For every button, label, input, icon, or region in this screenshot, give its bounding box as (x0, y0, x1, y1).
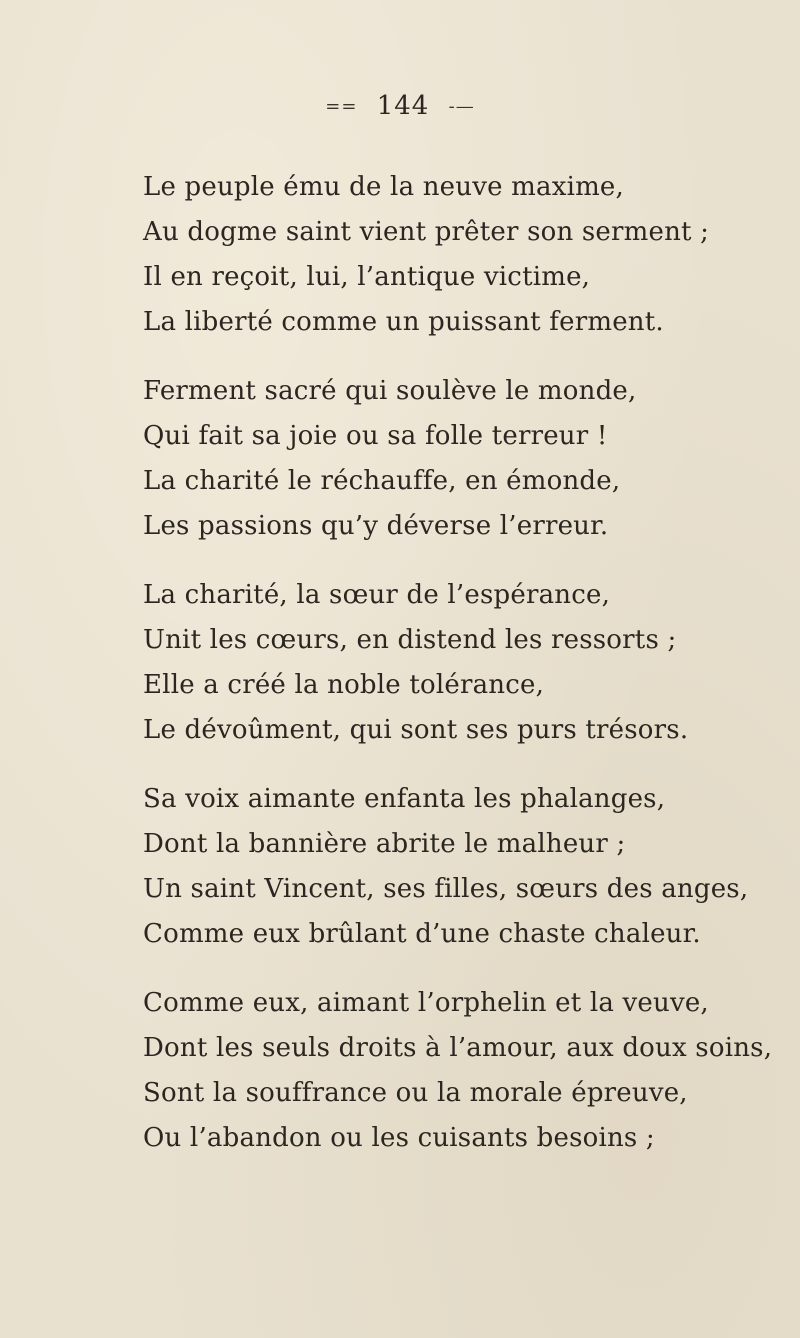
stanza-5 (143, 981, 773, 1161)
poem-line: Dont les seuls droits à l’amour, aux doux soins, (143, 1033, 773, 1063)
poem-line: Il en reçoit, lui, l’antique victime, (143, 262, 591, 292)
page-header (0, 90, 800, 121)
poem-line: Comme eux brûlant d’une chaste chaleur. (143, 919, 701, 949)
poem-line: La charité le réchauffe, en émonde, (143, 466, 621, 496)
poem (143, 165, 773, 1185)
poem-line: La charité, la sœur de l’espérance, (143, 580, 611, 610)
page-number: 144 (376, 91, 430, 121)
stanza-3 (143, 573, 763, 753)
poem-line: Un saint Vincent, ses filles, sœurs des anges, (143, 874, 749, 904)
poem-line: La liberté comme un puissant ferment. (143, 307, 664, 337)
header-left-rule: == (325, 95, 358, 117)
poem-line: Elle a créé la noble tolérance, (143, 670, 545, 700)
poem-line: Le dévoûment, qui sont ses purs trésors. (143, 715, 689, 745)
poem-line: Les passions qu’y déverse l’erreur. (143, 511, 609, 541)
stanza-4 (143, 777, 763, 957)
poem-line: Sont la souffrance ou la morale épreuve, (143, 1078, 688, 1108)
stanza-2 (143, 369, 763, 549)
poem-line: Dont la bannière abrite le malheur ; (143, 829, 626, 859)
poem-line: Sa voix aimante enfanta les phalanges, (143, 784, 666, 814)
poem-line: Le peuple ému de la neuve maxime, (143, 172, 624, 202)
poem-line: Unit les cœurs, en distend les ressorts ; (143, 625, 677, 655)
poem-line: Qui fait sa joie ou sa folle terreur ! (143, 421, 608, 451)
header-right-rule: -— (448, 95, 475, 117)
poem-line: Comme eux, aimant l’orphelin et la veuve, (143, 988, 709, 1018)
stanza-1 (143, 165, 763, 345)
poem-line: Ferment sacré qui soulève le monde, (143, 376, 637, 406)
poem-line: Ou l’abandon ou les cuisants besoins ; (143, 1123, 655, 1153)
poem-line: Au dogme saint vient prêter son serment ; (143, 217, 710, 247)
